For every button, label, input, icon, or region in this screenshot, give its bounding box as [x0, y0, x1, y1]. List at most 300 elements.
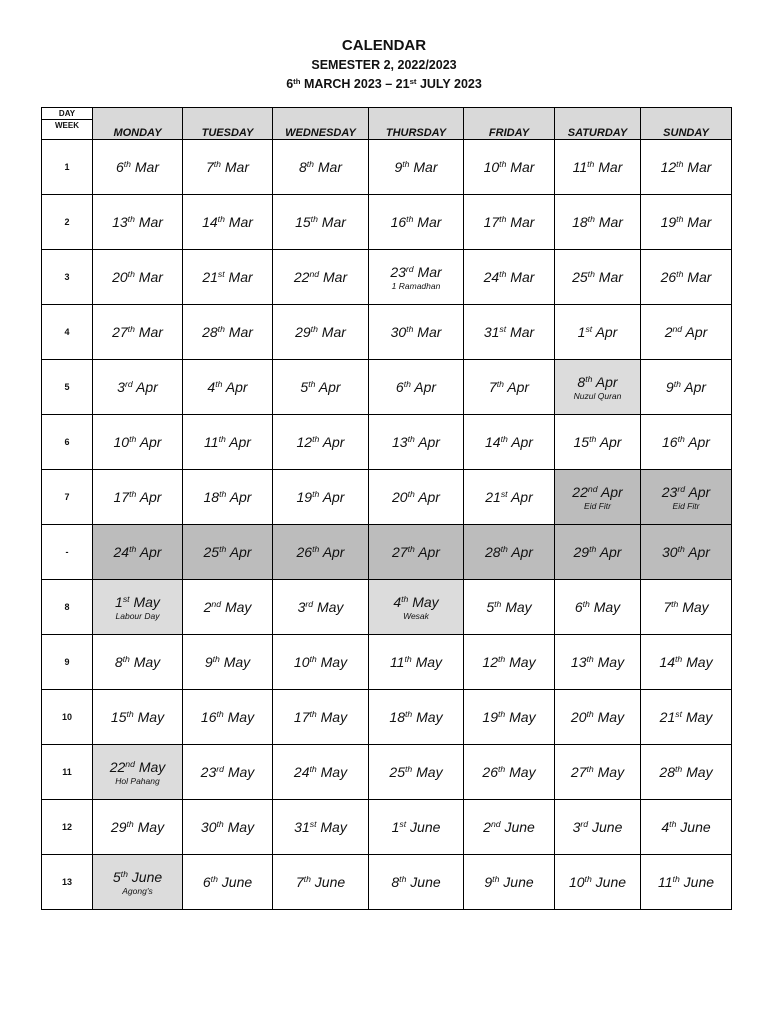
date-label: [369, 489, 463, 505]
month-label: May: [509, 654, 536, 670]
day-suffix: th: [310, 324, 318, 335]
day-number: 7: [205, 159, 214, 175]
month-label: May: [320, 709, 348, 725]
date-label: [273, 159, 368, 175]
month-label: May: [416, 764, 443, 780]
month-label: May: [138, 758, 166, 775]
date-cell: [464, 525, 555, 580]
date-cell: [464, 855, 555, 910]
day-number: 22: [293, 269, 310, 285]
month-label: Mar: [510, 214, 535, 230]
day-number: 2: [203, 599, 212, 615]
date-cell: [555, 745, 641, 800]
date-label: [464, 874, 554, 890]
month-label: Apr: [229, 489, 252, 505]
month-label: Apr: [684, 379, 707, 395]
day-suffix: th: [675, 654, 683, 665]
month-label: Apr: [318, 379, 341, 395]
date-cell: [93, 195, 183, 250]
month-label: June: [680, 819, 711, 835]
month-label: Apr: [414, 379, 437, 395]
day-header-saturday: SATURDAY: [555, 108, 641, 140]
day-suffix: th: [407, 434, 415, 445]
day-number: 11: [657, 874, 673, 890]
month-label: May: [509, 764, 536, 780]
date-cell: [641, 415, 732, 470]
day-suffix: th: [218, 434, 226, 445]
day-number: 31: [294, 819, 310, 835]
week-row: [42, 580, 732, 635]
month-label: Apr: [599, 434, 622, 450]
month-label: Apr: [507, 379, 530, 395]
date-label: [369, 214, 463, 230]
holiday-note: Agong's: [122, 885, 153, 896]
semester-subtitle: SEMESTER 2, 2022/2023: [311, 58, 457, 72]
day-header-wednesday: WEDNESDAY: [273, 108, 369, 140]
day-number: 28: [659, 764, 675, 780]
date-label: [464, 489, 554, 505]
date-label: [93, 159, 182, 175]
holiday-cell: [555, 360, 641, 415]
date-cell: [641, 635, 732, 690]
date-cell: [183, 470, 273, 525]
date-cell: [641, 140, 732, 195]
holiday-note: Wesak: [403, 610, 429, 621]
day-number: 6: [115, 159, 124, 175]
week-number: 3: [42, 250, 93, 305]
day-suffix: st: [399, 819, 407, 830]
day-number: 27: [392, 544, 408, 560]
month-label: May: [597, 654, 625, 670]
month-label: Mar: [687, 159, 712, 175]
day-suffix: th: [217, 214, 225, 225]
day-number: 15: [295, 214, 311, 230]
day-suffix: th: [676, 214, 684, 225]
date-label: [273, 764, 368, 780]
day-number: 3: [572, 819, 581, 835]
month-label: Mar: [687, 269, 712, 285]
date-label: [555, 159, 640, 175]
date-cell: [369, 635, 464, 690]
day-suffix: th: [677, 544, 685, 555]
date-cell: [273, 140, 369, 195]
date-label: [369, 159, 463, 175]
day-number: 8: [298, 159, 307, 175]
day-suffix: st: [309, 819, 317, 830]
day-number: 31: [483, 324, 500, 340]
day-suffix: th: [500, 544, 508, 555]
day-number: 11: [204, 434, 219, 450]
day-suffix: th: [219, 544, 227, 555]
month-label: Mar: [510, 269, 535, 285]
day-suffix: st: [500, 489, 508, 500]
date-cell: [369, 745, 464, 800]
day-number: 6: [202, 874, 211, 890]
date-label: [464, 214, 554, 230]
month-label: Mar: [321, 214, 346, 230]
date-cell: [273, 470, 369, 525]
week-row: [42, 800, 732, 855]
day-suffix: th: [212, 654, 220, 665]
date-cell: [641, 525, 732, 580]
day-suffix: th: [586, 764, 594, 775]
month-label: June: [592, 819, 623, 835]
day-suffix: st: [499, 324, 507, 335]
month-label: May: [685, 709, 713, 725]
month-label: May: [227, 819, 255, 835]
day-number: 14: [659, 654, 675, 670]
date-label: [183, 819, 272, 835]
date-cell: [273, 635, 369, 690]
month-label: May: [224, 599, 252, 615]
date-cell: [369, 415, 464, 470]
date-cell: [93, 360, 183, 415]
day-suffix: th: [210, 874, 218, 885]
date-range: [0, 75, 768, 94]
month-label: Apr: [139, 489, 162, 505]
date-cell: [183, 415, 273, 470]
day-suffix: st: [585, 324, 593, 335]
day-suffix: th: [309, 654, 317, 665]
day-number: 6: [395, 379, 404, 395]
day-number: 30: [390, 324, 407, 340]
month-label: May: [137, 819, 165, 835]
date-label: [641, 709, 731, 725]
holiday-note: Eid Fitr: [672, 500, 700, 511]
day-suffix: nd: [211, 599, 222, 610]
week-number: 4: [42, 305, 93, 360]
week-number: 2: [42, 195, 93, 250]
date-label: [555, 324, 640, 340]
month-label: June: [503, 874, 534, 890]
month-label: May: [686, 654, 713, 670]
day-number: 30: [662, 544, 678, 560]
date-cell: [555, 415, 641, 470]
month-label: May: [682, 599, 709, 615]
day-number: 19: [660, 214, 677, 230]
date-label: [641, 544, 731, 560]
date-label: [555, 434, 640, 450]
date-label: [273, 269, 368, 285]
day-number: 14: [485, 434, 501, 450]
month-label: May: [227, 709, 255, 725]
month-label: Apr: [139, 544, 162, 560]
month-label: Apr: [685, 324, 708, 340]
day-suffix: th: [492, 874, 500, 885]
date-cell: [641, 745, 732, 800]
month-label: Apr: [322, 489, 345, 505]
date-cell: [464, 360, 555, 415]
date-label: [273, 654, 368, 670]
date-label: [93, 869, 182, 885]
day-number: 30: [200, 819, 217, 835]
day-suffix: th: [127, 269, 135, 280]
day-suffix: th: [303, 874, 311, 885]
month-label: Mar: [598, 269, 623, 285]
day-number: 11: [389, 654, 405, 670]
date-cell: [273, 305, 369, 360]
month-label: June: [410, 819, 441, 835]
day-number: 7: [488, 379, 497, 395]
month-label: Mar: [510, 324, 535, 340]
day-suffix: th: [312, 544, 320, 555]
day-suffix: th: [309, 709, 317, 720]
date-cell: [93, 250, 183, 305]
day-suffix: st: [122, 593, 130, 604]
day-week-corner: [42, 108, 93, 140]
date-label: [641, 484, 731, 500]
day-suffix: th: [499, 269, 507, 280]
month-label: May: [316, 599, 344, 615]
day-suffix: nd: [672, 324, 683, 335]
date-label: [555, 374, 640, 390]
date-label: [273, 874, 368, 890]
month-label: May: [133, 593, 160, 610]
range-end-rest: JULY 2023: [416, 77, 482, 91]
week-number: 6: [42, 415, 93, 470]
day-suffix: th: [126, 709, 134, 720]
month-label: Mar: [598, 159, 623, 175]
date-cell: [464, 690, 555, 745]
day-number: 10: [568, 874, 585, 890]
day-number: 29: [295, 324, 311, 340]
month-label: Apr: [688, 483, 711, 500]
date-label: [183, 379, 272, 395]
month-label: May: [597, 709, 625, 725]
date-label: [464, 654, 554, 670]
day-header-row: [42, 108, 732, 140]
date-label: [93, 819, 182, 835]
day-suffix: th: [306, 159, 314, 170]
day-number: 4: [661, 819, 670, 835]
week-number: 9: [42, 635, 93, 690]
day-number: 4: [207, 379, 216, 395]
date-cell: [93, 305, 183, 360]
day-suffix: th: [587, 269, 595, 280]
day-number: 20: [392, 489, 408, 505]
date-cell: [464, 305, 555, 360]
date-label: [555, 544, 640, 560]
day-number: 1: [115, 593, 123, 610]
date-label: [555, 819, 640, 835]
date-cell: [555, 580, 641, 635]
date-label: [273, 434, 368, 450]
day-number: 23: [661, 483, 678, 500]
date-label: [273, 709, 368, 725]
day-suffix: th: [584, 874, 592, 885]
month-label: Mar: [138, 324, 163, 340]
day-number: 25: [389, 764, 405, 780]
day-number: 29: [110, 819, 127, 835]
day-suffix: th: [673, 379, 681, 390]
range-end-suffix: st: [409, 76, 417, 86]
date-cell: [555, 250, 641, 305]
date-label: [464, 159, 554, 175]
week-row: [42, 305, 732, 360]
day-number: 21: [659, 709, 676, 725]
week-row: [42, 195, 732, 250]
date-cell: [183, 250, 273, 305]
day-number: 23: [390, 263, 406, 280]
date-cell: [183, 855, 273, 910]
day-number: 17: [113, 489, 130, 505]
holiday-cell: [555, 470, 641, 525]
date-label: [369, 594, 463, 610]
day-number: 11: [572, 159, 588, 175]
date-label: [183, 764, 272, 780]
day-suffix: th: [216, 819, 224, 830]
date-label: [369, 379, 463, 395]
day-suffix: th: [500, 434, 508, 445]
date-cell: [273, 415, 369, 470]
date-label: [183, 434, 272, 450]
day-suffix: th: [675, 764, 683, 775]
day-number: 15: [573, 434, 590, 450]
day-suffix: th: [669, 819, 677, 830]
holiday-cell: [93, 855, 183, 910]
day-header-thursday: THURSDAY: [369, 108, 464, 140]
month-label: Apr: [139, 434, 162, 450]
day-suffix: th: [407, 489, 415, 500]
day-number: 2: [664, 324, 673, 340]
day-number: 24: [293, 764, 310, 780]
date-cell: [369, 140, 464, 195]
day-number: 5: [486, 599, 495, 615]
day-suffix: th: [494, 599, 502, 610]
day-suffix: th: [405, 764, 413, 775]
date-cell: [93, 690, 183, 745]
date-label: [464, 819, 554, 835]
date-cell: [183, 635, 273, 690]
month-label: Mar: [413, 159, 438, 175]
day-suffix: th: [401, 593, 409, 604]
day-suffix: th: [587, 214, 595, 225]
day-number: 10: [293, 654, 310, 670]
day-suffix: th: [676, 159, 684, 170]
date-cell: [273, 690, 369, 745]
date-cell: [641, 855, 732, 910]
day-number: 21: [485, 489, 501, 505]
date-label: [183, 544, 272, 560]
date-label: [183, 489, 272, 505]
date-cell: [369, 690, 464, 745]
calendar-body: [42, 140, 732, 910]
date-cell: [273, 525, 369, 580]
month-label: May: [137, 709, 165, 725]
date-cell: [369, 800, 464, 855]
date-cell: [183, 580, 273, 635]
month-label: Mar: [134, 159, 160, 175]
month-label: Mar: [224, 159, 250, 175]
day-suffix: th: [677, 434, 685, 445]
day-number: 27: [112, 324, 128, 340]
month-label: Mar: [598, 214, 623, 230]
day-suffix: th: [496, 379, 504, 390]
date-label: [641, 434, 731, 450]
day-suffix: th: [405, 709, 413, 720]
month-label: June: [504, 819, 535, 835]
day-number: 9: [484, 874, 493, 890]
month-label: May: [412, 593, 439, 610]
day-suffix: th: [407, 544, 415, 555]
date-label: [183, 159, 272, 175]
date-label: [93, 434, 182, 450]
date-label: [273, 489, 368, 505]
day-suffix: th: [217, 324, 225, 335]
day-number: 12: [296, 434, 313, 450]
day-suffix: th: [312, 434, 320, 445]
date-label: [641, 379, 731, 395]
month-label: Mar: [228, 324, 253, 340]
day-suffix: th: [671, 599, 679, 610]
day-header-sunday: SUNDAY: [641, 108, 732, 140]
day-number: 10: [483, 159, 500, 175]
day-number: 20: [112, 269, 128, 285]
date-cell: [273, 360, 369, 415]
date-label: [183, 214, 272, 230]
date-cell: [93, 140, 183, 195]
day-number: 12: [482, 654, 498, 670]
date-cell: [183, 690, 273, 745]
day-suffix: th: [126, 819, 134, 830]
day-number: 8: [391, 874, 400, 890]
day-number: 13: [112, 214, 128, 230]
month-label: Mar: [323, 269, 348, 285]
date-cell: [641, 580, 732, 635]
date-label: [183, 709, 272, 725]
date-label: [369, 654, 463, 670]
day-suffix: th: [123, 159, 131, 170]
date-cell: [369, 525, 464, 580]
date-cell: [555, 305, 641, 360]
month-label: Apr: [225, 379, 248, 395]
date-cell: [555, 855, 641, 910]
date-label: [183, 654, 272, 670]
day-number: 22: [109, 758, 126, 775]
month-label: Apr: [136, 379, 158, 395]
date-label: [183, 599, 272, 615]
date-cell: [183, 305, 273, 360]
date-cell: [641, 800, 732, 855]
range-start-day: 6: [286, 77, 294, 91]
date-cell: [93, 470, 183, 525]
month-label: Mar: [417, 263, 442, 280]
date-label: [273, 214, 368, 230]
day-suffix: rd: [580, 819, 589, 830]
date-cell: [369, 855, 464, 910]
date-cell: [464, 250, 555, 305]
day-number: 26: [296, 544, 313, 560]
day-number: 7: [295, 874, 304, 890]
date-label: [273, 379, 368, 395]
month-label: May: [593, 599, 621, 615]
month-label: May: [320, 654, 348, 670]
month-label: June: [131, 868, 163, 885]
day-suffix: rd: [405, 263, 414, 274]
day-number: 16: [662, 434, 678, 450]
date-label: [464, 764, 554, 780]
day-number: 19: [296, 489, 313, 505]
date-label: [641, 819, 731, 835]
day-number: 12: [660, 159, 677, 175]
month-label: May: [505, 599, 532, 615]
day-number: 23: [200, 764, 217, 780]
holiday-cell: [93, 745, 183, 800]
day-suffix: th: [498, 654, 506, 665]
day-number: 16: [390, 214, 407, 230]
month-label: Apr: [511, 544, 533, 560]
day-number: 1: [577, 324, 586, 340]
